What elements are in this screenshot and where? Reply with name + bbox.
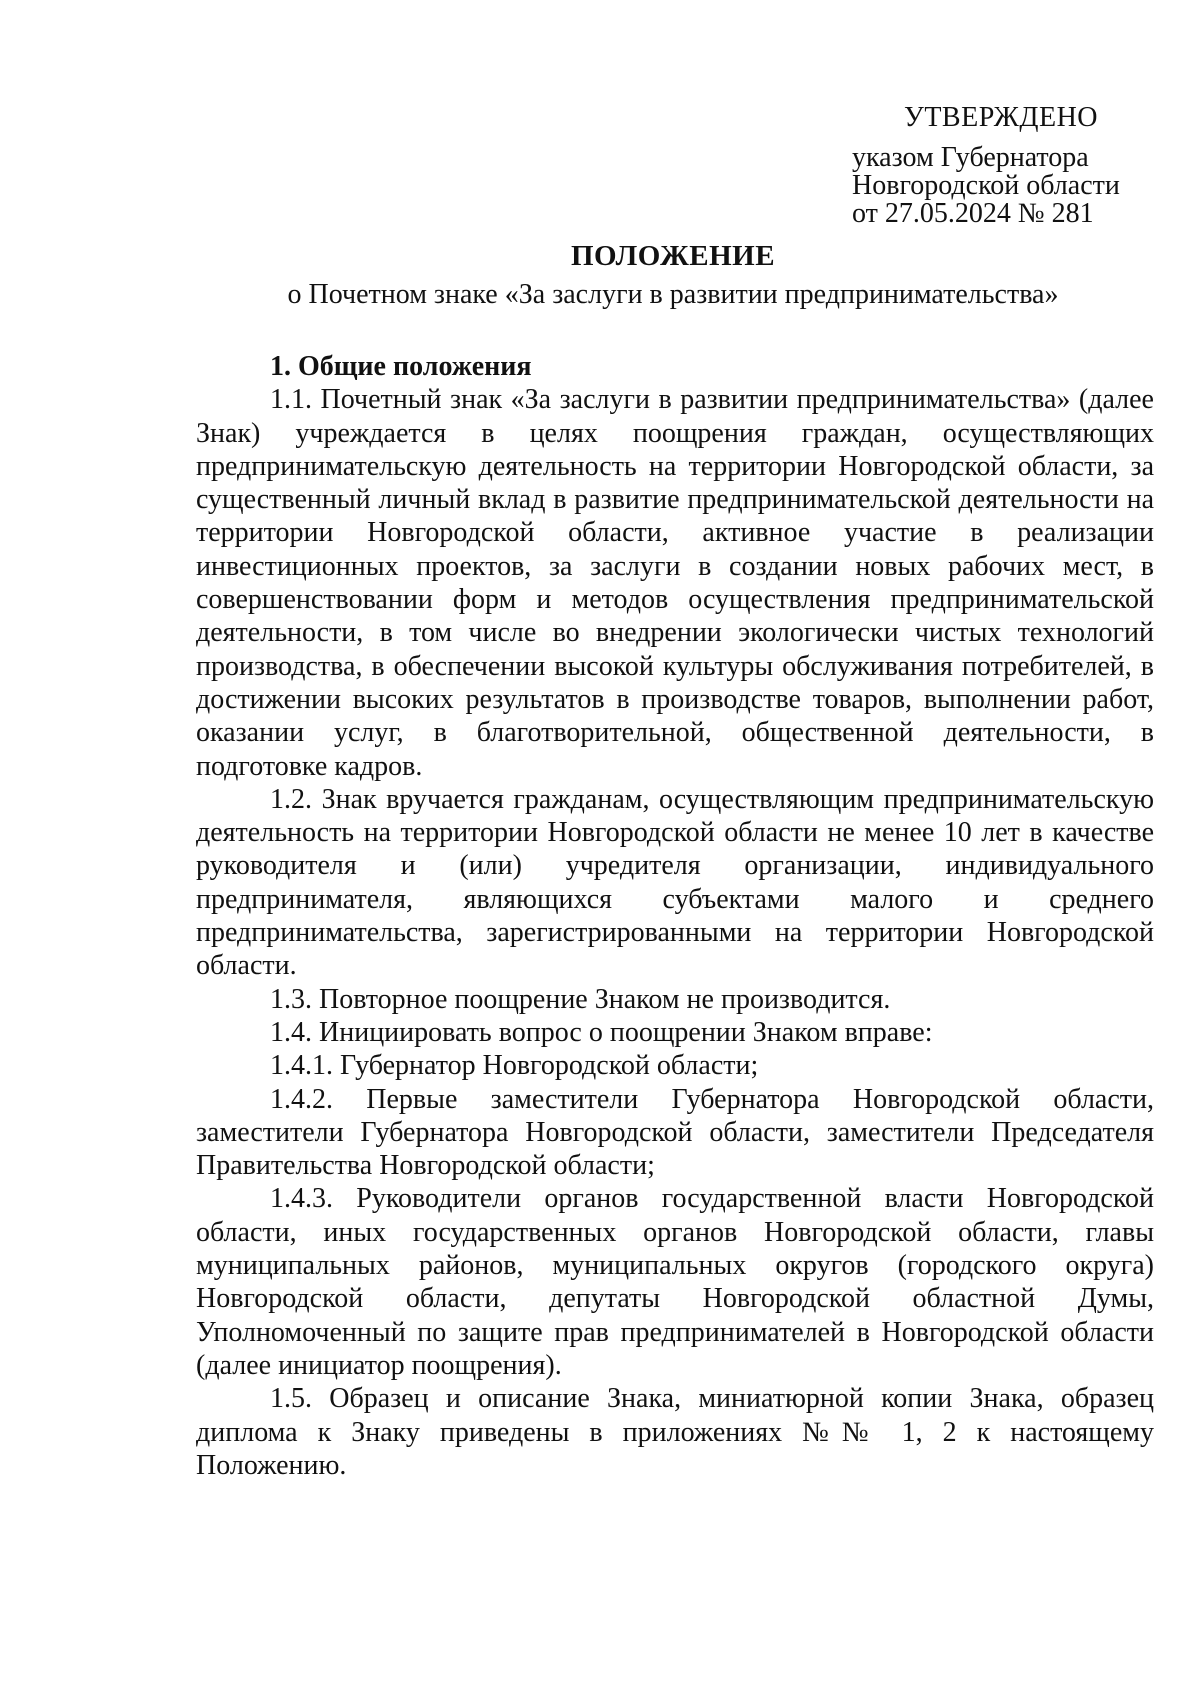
paragraph-1-3: 1.3. Повторное поощрение Знаком не производится.	[270, 983, 891, 1015]
approval-region-line: Новгородской области	[852, 170, 1120, 201]
paragraph-1-4-1: 1.4.1. Губернатор Новгородской области;	[270, 1050, 759, 1082]
paragraph-1-2: 1.2. Знак вручается гражданам, осуществляющим предпринимательскую деятельность на территории Новгородской области не менее 10 лет в качестве руководителя и (или) учредителя организации, индивидуального предпринимателя, являющихся субъектами малого и среднего предпринимательства, зарегистрированными на территории Новгородской области.	[196, 783, 1154, 982]
section-heading: 1. Общие положения	[270, 351, 532, 382]
document-title: ПОЛОЖЕНИЕ	[570, 240, 776, 272]
paragraph-1-4: 1.4. Инициировать вопрос о поощрении Знаком вправе:	[270, 1016, 933, 1048]
paragraph-1-1: 1.1. Почетный знак «За заслуги в развитии предпринимательства» (далее Знак) учреждается в целях поощрения граждан, осуществляющих предпринимательскую деятельность на территории Новгородской области, за существенный личный вклад в развитие предпринимательской деятельности на территории Новгородской области, активное участие в реализации инвестиционных проектов, за заслуги в создании новых рабочих мест, в совершенствовании форм и методов осуществления предпринимательской деятельности, в том числе во внедрении экологически чистых технологий производства, в обеспечении высокой культуры обслуживания потребителей, в достижении высоких результатов в производстве товаров, выполнении работ, оказании услуг, в благотворительной, общественной деятельности, в подготовке кадров.	[196, 384, 1154, 782]
paragraph-1-4-3: 1.4.3. Руководители органов государственной власти Новгородской области, иных государственных органов Новгородской области, главы муниципальных районов, муниципальных округов (городского округа) Новгородской области, депутаты Новгородской областной Думы, Уполномоченный по защите прав предпринимателей в Новгородской области (далее инициатор поощрения).	[196, 1183, 1154, 1381]
approval-heading: УТВЕРЖДЕНО	[904, 102, 1099, 133]
paragraph-1-4-2: 1.4.2. Первые заместители Губернатора Новгородской области, заместители Губернатора Новгородской области, заместители Председателя Правительства Новгородской области;	[196, 1083, 1154, 1182]
document-subtitle: о Почетном знаке «За заслуги в развитии предпринимательства»	[287, 279, 1059, 310]
document-body	[196, 350, 1154, 1482]
approval-decree-line: указом Губернатора	[852, 142, 1089, 173]
paragraph-1-5: 1.5. Образец и описание Знака, миниатюрной копии Знака, образец диплома к Знаку приведены в приложениях №№ 1, 2 к настоящему Положению.	[196, 1383, 1154, 1481]
approval-date-number-line: от 27.05.2024 № 281	[852, 198, 1094, 229]
approval-stamp	[852, 104, 1152, 228]
